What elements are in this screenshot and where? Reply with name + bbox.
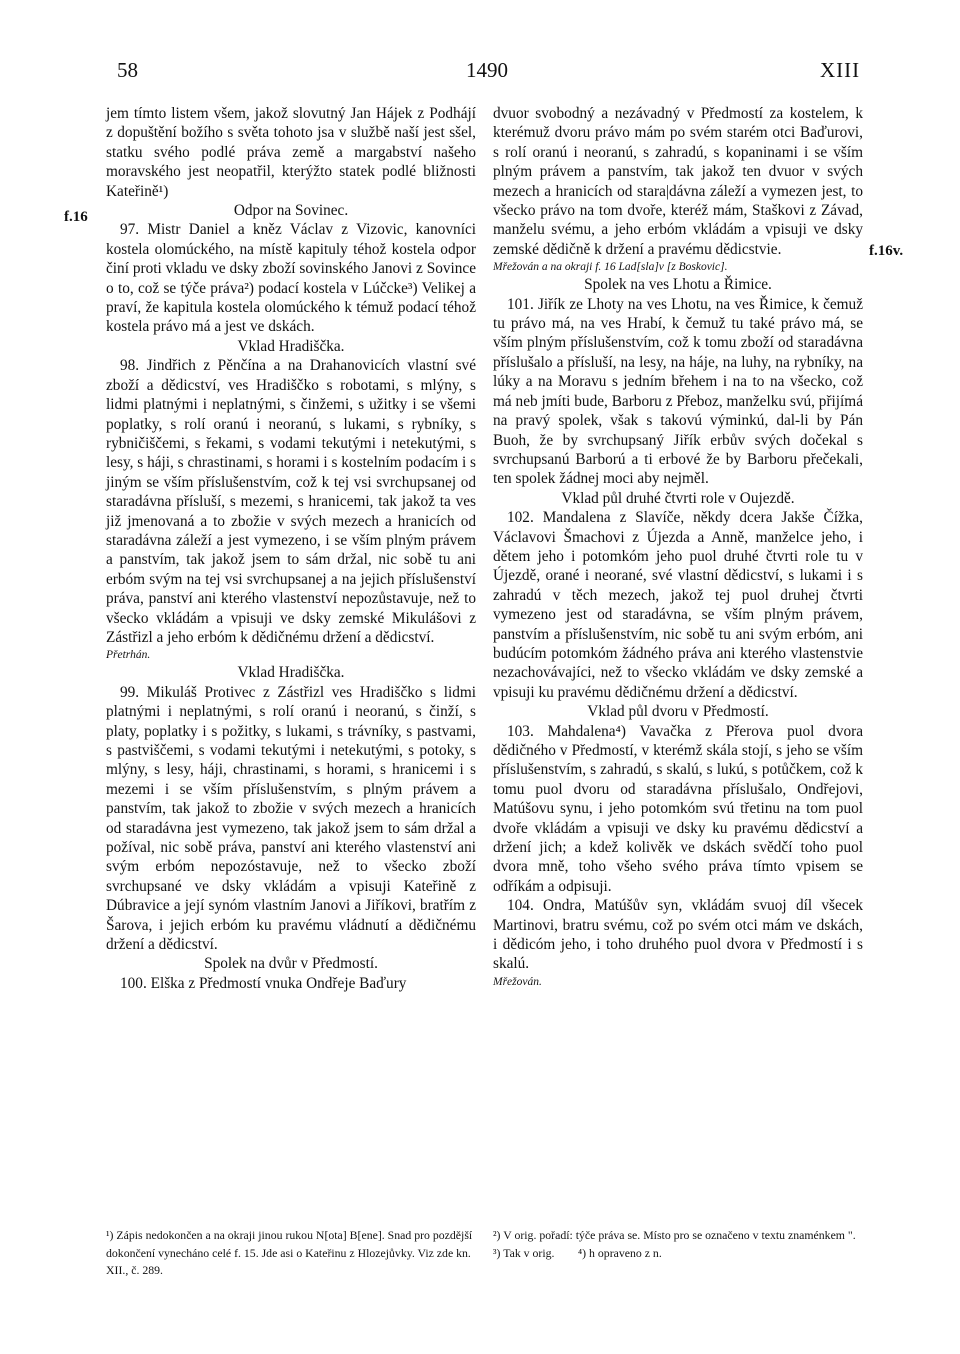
section-number: XIII <box>820 58 861 82</box>
entry-heading: Vklad Hradiščka. <box>237 337 345 355</box>
folio-margin-note-right: f.16v. <box>869 243 904 259</box>
entry-heading: Vklad půl dvoru v Předmostí. <box>587 703 769 721</box>
entry-heading: Vklad půl druhé čtvrti role v Oujezdě. <box>561 489 795 507</box>
page-number: 58 <box>117 58 138 82</box>
footnote: ²) V orig. pořadí: týče práva se. Místo pro se označeno v textu znaménkem ". <box>493 1228 856 1242</box>
footnotes-right <box>493 1227 863 1262</box>
left-column <box>106 104 476 993</box>
scribal-note: Mřežován a na okraji f. 16 Lad[sla]v [z Boskovic]. <box>493 261 728 274</box>
footnote: ³) Tak v orig. ⁴) h opraveno z n. <box>493 1245 662 1260</box>
footnotes-left <box>106 1227 476 1280</box>
entry-paragraph: 102. Mandalena z Slavíče, někdy dcera Jakše Čížka, Václavovi Šmachovi z Újezda a Anně, manželce jeho, i dětem jeho i potomkóm jeho puol druhé čtvrti role tu v Újezdě, orané i neorané, své vlastní dědicství, s lukami i s zahradú v těch mezech, jakož tej puol druhej čtvrti vymezeno jest od staradávna, se vším plným právem, panstvím a příslušenstvím, nic sobě tu ani svým erbóm, ani budúcím potomkóm žádného práva ani kterého vlastenstvie nezachovávajíci, než to všecko vkládám ve dsky zemské a vpisuji ku pravému dědičnému držení a dědicství. <box>493 509 863 701</box>
entry-paragraph: 99. Mikuláš Protivec z Zástřizl ves Hradiščko s lidmi platnými i neplatnými, s rolí oranú i neoranú, s činží, s platy, poplatky i s požitky, s lukami, s trávníky, s pastvami, s pastviščemi, s vodami tekutými i netekutými, s potoky, s mlýny, s lesy, háji, chrastinami, s horami, s hranicemi i s mezemi i se vším příslušenstvím, s plným právem a panstvím, tak jakož to zbožie v svých mezech a hranicích od staradávna jest vymezeno, tak jakož jsem to sám držal a požíval, nic sobě práva, panství ani kterého vlastenství ani svým erbóm nepozóstavuje, než to všecko zboží svrchupsané ve dsky vkládám a vpisuji Kateřině z Dúbravice a její synóm vlastním Janovi a Jiříkovi, bratřím z Šarova, i jejich erbóm ku pravému vládnutí a dědičnému držení a dědicství. <box>106 683 476 954</box>
entry-paragraph: dvuor svobodný a nezávadný v Předmostí za kostelem, k kterémuž dvoru právo mám po svém starém otci Baďurovi, s rolí oranú i neoranú, s zahradú, s kopaninami i se vším plným právem a panstvím, tak jakož ten dvuor v svých mezech a hranicích od stara|dávna záleží a vymezen jest, to všecko právo na tom dvoře, kteréž mám, Staškovi z Závad, manželu svému, a jeho erbóm vkládám a vpisuji ve dsky zemské dědičně k držení a pravému dědicstvie. <box>493 105 863 258</box>
entry-paragraph: jem tímto listem všem, jakož slovutný Jan Hájek z Podhájí z dopuštění božího s světa tohoto jsa v službě naší jest sšel, statku svého podlé práva země a margabství našeho moravského jest neopatřil, kterýžto statek podlé bližnosti Kateřině¹) <box>106 105 476 200</box>
entry-paragraph: 103. Mahdalena⁴) Vavačka z Přerova puol dvora dědičného v Předmostí, v kterémž skála stojí, s jeho se vším příslušenstvím, s zahradú, s skalú, s lukú, s potůčkem, což k tomu puol dvoru od staradávna příslušalo, Ondřejovi, Matúšovu synu, i jeho potomkóm svú třetinu na tom puol dvoře vkládám a vpisuji ve dsky ku pravému dědicství a držení jich; a kdež kolivěk ve dskách svědčí toho puol dvora mně, toho všeho svého práva tímto vpisem se odříkám a odpisuji. <box>493 722 863 895</box>
entry-paragraph: 104. Ondra, Matúšův syn, vkládám svuoj díl všecek Martinovi, bratru svému, což po svém otci mám ve dskách, i dědicóm jeho, i toho druhého puol dvora v Předmostí i s skalú. <box>493 897 863 973</box>
folio-margin-note-left: f.16 <box>64 209 88 225</box>
scribal-note: Přetrhán. <box>106 649 151 662</box>
entry-heading: Odpor na Sovinec. <box>233 202 349 220</box>
entry-paragraph: 101. Jiřík ze Lhoty na ves Lhotu, na ves Řimice, k čemuž tu právo má, na ves Hrabí, k čemuž tu také právo má, se vším plným příslušenstvím, což k tomu zboží od staradávna příslušalo a přísluší, na lesy, na háje, na luhy, na rybníky, na lúky a na Moravu s jedním břehem i na to na všecko, což má neb jmíti bude, Barboru z Přeboz, manželku svú, přijímá na pravý spolek, však s takovú výminkú, dal-li by Pán Buoh, že by svrchupsaný Jiřík erbův svých dočekal s svrchupsanú Barború a ti erbové že by Barboru přečekali, ten spolek žádnej moci aby nejměl. <box>493 295 863 488</box>
entry-paragraph: 100. Elška z Předmostí vnuka Ondřeje Baďury <box>120 974 407 992</box>
entry-heading: Vklad Hradiščka. <box>237 664 345 682</box>
year-header: 1490 <box>466 58 508 82</box>
entry-heading: Spolek na dvůr v Předmostí. <box>204 955 378 973</box>
scribal-note: Mřežován. <box>493 975 542 988</box>
entry-paragraph: 97. Mistr Daniel a kněz Václav z Vizovic, kanovníci kostela olomúckého, na místě kapituly téhož kostela odpor činí proti vkladu ve dsky zboží sovinského Janovi z Sovince o to, což se týče práva²) podací kostela v Lúčcke³) Velikej a praví, že kapitula kostela olomúckého k témuž podací téhož kostela právo má a jest ve dskách. <box>106 221 476 336</box>
right-column <box>493 104 863 990</box>
entry-heading: Spolek na ves Lhotu a Řimice. <box>584 276 772 294</box>
footnote: ¹) Zápis nedokončen a na okraji jinou rukou N[ota] B[ene]. Snad pro pozdější dokončení vynecháno celé f. 15. Jde asi o Kateřinu z Hlozejůvky. Viz zde kn. XII., č. 289. <box>106 1228 476 1277</box>
entry-paragraph: 98. Jindřich z Pěnčína a na Drahanovicích vlastní své zboží a dědicství, ves Hradiščko s robotami, s mlýny, s lidmi platnými i neplatnými, s činžemi, s užitky i se všemi poplatky, s rolí oranú i neoranú, s lukami, s rybníky, s rybničiščemi, s řekami, s vodami tekutými i netekutými, s lesy, s háji, s chrastinami, s horami i s kostelním podacím i s jiným se vším příslušenstvím, což k tej vsi svrchupsanej od staradávna přísluší, s mezemi, s hranicemi, tak jakož ta ves již jmenovaná a to zbožie v svých mezech a hranicích od staradávna záleží a jest vymezeno, i se vším plným právem a panstvím, tak jakož jsem to sám držal, nic sobě tu ani erbóm svým na tej vsi svrchupsanej a na jejich příslušenství práva, panství ani kterého vlastenství nepozůstavuje, než to všecko vkládám a vpisuji ve dsky zemské Mikulášovi z Zástřizl a jeho erbóm k dědičnému držení a dědicství. <box>106 357 476 646</box>
